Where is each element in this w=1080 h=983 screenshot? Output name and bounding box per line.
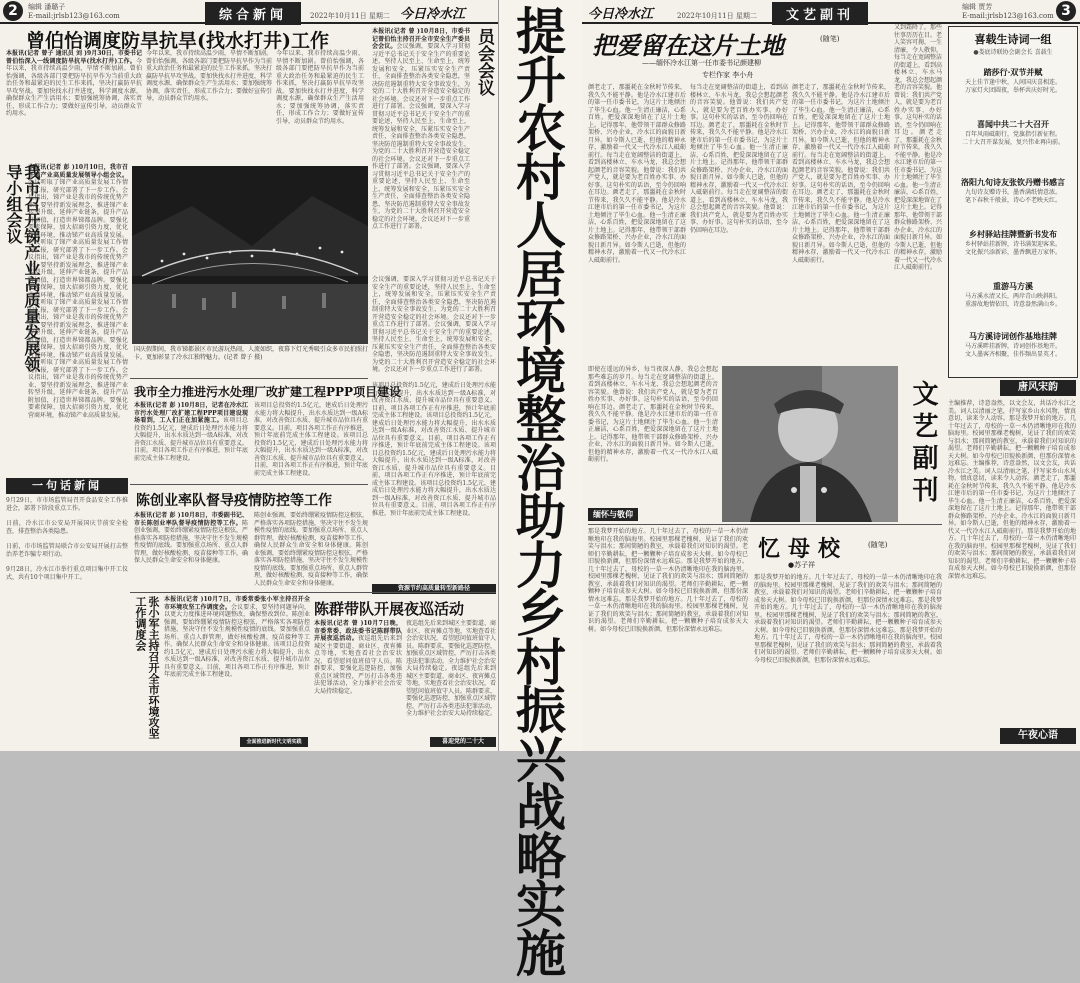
feature-text4: 每当走在宽阔整洁的街道上，看到高楼林立、车水马龙，我总会想起颜老的音容笑貌。他曾说：我们共产党人，就是要为老百姓办实事、办好事。这句朴实的话语，至今仍回响在耳边。 [690, 84, 788, 129]
a1-body [6, 50, 142, 160]
a4-text-cont: 该项目总投资约1.5亿元，建成后日处理污水能力将大幅提升，出水水质达到一级A标准，对改善资江水质、提升城市品位具有重要意义。目前，项目各项工作正有序推进，预计年底前完成主体工程建设。 [254, 402, 369, 439]
a6-text: 夜巡组先后来到城区主要街道、商业区、夜宵摊点等地，实地查看社会治安状况，看望慰问值班值守人员。陈群要求，要强化巡逻防控，加强重点区域管控，严厉打击各类违法犯罪活动，全力维护社会治安大局持续稳定。 [314, 635, 402, 695]
right-col-text-4: 颜老走了，那噩耗在金秋时节传来，我久久不能平静。他是冷水江建市后的第一任市委书记，为这片土地倾注了毕生心血。他一生清正廉洁，心系百姓，把爱深深地留在了这片土地上。记得那年，他带领干部群众修路架桥、兴办企业，冷水江的面貌日新月异。如今斯人已逝，但他的精神永存，激励着一代又一代冷水江人砥砺前行。 [948, 475, 1076, 535]
a3-text: 会议强调，要深入学习贯彻习近平总书记关于安全生产的重要论述，坚持人民至上、生命至上，统筹发展和安全，压紧压实安全生产责任，全面排查整治各类安全隐患，坚决防范遏制重特大安全事故发生，为党的二十大胜利召开营造安全稳定的社会环境。会议还对下一步重点工作进行了部署。 [372, 43, 470, 110]
left-masthead: 今日冷水江 [400, 7, 466, 22]
a4-body [134, 402, 248, 482]
a3-text-r2: 会议强调，要深入学习贯彻习近平总书记关于安全生产的重要论述，坚持人民至上、生命至上，统筹发展和安全，压紧压实安全生产责任，全面排查整治各类安全隐患，坚决防范遏制重特大安全事故发生，为党的二十大胜利召开营造安全稳定的社会环境。会议还对下一步重点工作进行了部署。 [372, 163, 470, 230]
tag-band: 喜迎党的二十大 [430, 737, 496, 747]
poems-author: ●娄底诗联协会副会长 喜载生 [973, 49, 1053, 56]
brief-news-label: 一句话新闻 [6, 478, 128, 494]
essay-text2b: 那是我梦开始的地方。几十年过去了，母校的一草一木仍清晰地印在我的脑海里。校园里那棵老槐树，见证了我们的欢笑与泪水；那间简陋的教室，承载着我们对知识的渴望。老师们辛勤耕耘，把一颗颗种子培育成参天大树。如今母校已旧貌换新颜，但那份深情永远难忘。 [754, 596, 942, 634]
tag-band: 全面推进新时代文明实践 [240, 737, 308, 747]
essay-text1b: 那是我梦开始的地方。几十年过去了，母校的一草一木仍清晰地印在我的脑海里。校园里那棵老槐树，见证了我们的欢笑与泪水；那间简陋的教室，承载着我们对知识的渴望。老师们辛勤耕耘，把一颗颗种子培育成参天大树。如今母校已旧貌换新颜，但那份深情永远难忘。 [588, 558, 748, 603]
sidebar-text2: 每当走在宽阔整洁的街道上，看到高楼林立、车水马龙，我总会想起颜老的音容笑貌。他曾说：我们共产党人，就是要为老百姓办实事、办好事。这句朴实的话语，至今仍回响在耳边。 [894, 54, 943, 136]
a4-body-col3 [372, 382, 496, 582]
feature-text7: 颜老走了，那噩耗在金秋时节传来，我久久不能平静。他是冷水江建市后的第一任市委书记，为这片土地倾注了毕生心血。他一生清正廉洁，心系百姓，把爱深深地留在了这片土地上。记得那年，他带领干部群众修路架桥、兴办企业，冷水江的面貌日新月异。如今斯人已逝，但他的精神永存，激励着一代又一代冷水江人砥砺前行。 [792, 84, 890, 159]
poem-line: 笔下春秋千般景，诗心不老映天红。 [964, 197, 1061, 204]
night-photo-caption: 国庆假期间，我市锑都景区市民游玩热闹，人流如织，夜幕下灯光秀吸引众多市民拍照打卡，更加彰显了冷水江独特魅力。(记者 曾子 摄) [134, 346, 369, 361]
sidebar-text: 又到霜降了，那些往事历历在目。老人笑容可掬，一生清廉，令人敬仰。 [894, 24, 943, 54]
left-page-header [0, 0, 498, 24]
right-col-text-2: 那是我梦开始的地方。几十年过去了，母校的一草一木仍清晰地印在我的脑海里。校园里那棵老槐树，见证了我们的欢笑与泪水；那间简陋的教室，承载着我们对知识的渴望。老师们辛勤耕耘，把一颗颗种子培育成参天大树。如今母校已旧貌换新颜，但那份深情永远难忘。 [948, 415, 1076, 467]
a3-byline: 本报讯(记者 曾 )10月8日，市委书记曾伯怡主持召开全市安全生产委员会会议。 [372, 28, 470, 50]
brief-item: 日前，冷水江市公安局开展国庆节前安全检查，排查整治各类隐患。 [6, 520, 128, 535]
a6-title: 陈群带队开展夜巡活动 [314, 600, 465, 618]
a1-text-cont2: 今年以来，我市持续高温少雨，旱情不断加剧。曾伯怡强调，各级各部门要把防旱抗旱作为当前重大政治任务和最紧迫的民生工作来抓，坚决打赢防旱抗旱攻坚战。要加快找水打井进度，科学调度水源，确保群众生产生活用水；要加强统筹协调，落实责任，形成工作合力；要做好宣传引导，动员群众节约用水。 [276, 50, 364, 125]
feature-text9: 颜老走了，那噩耗在金秋时节传来，我久久不能平静。他是冷水江建市后的第一任市委书记，为这片土地倾注了毕生心血。他一生清正廉洁，心系百姓，把爱深深地留在了这片土地上。记得那年，他带领干部群众修路架桥、兴办企业，冷水江的面貌日新月异。如今斯人已逝，但他的精神永存，激励着一代又一代冷水江人砥砺前行。 [792, 189, 890, 264]
right-editors: 编辑 贾芳 [962, 3, 993, 11]
a4-text-c6: 该项目总投资约1.5亿元，建成后日处理污水能力将大幅提升，出水水质达到一级A标准，对改善资江水质、提升城市品位具有重要意义。目前，项目各项工作正有序推进，预计年底前完成主体工程建设。 [372, 479, 496, 517]
left-col-text-3: 颜老走了，那噩耗在金秋时节传来，我久久不能平静。他是冷水江建市后的第一任市委书记，为这片土地倾注了毕生心血。他一生清正廉洁，心系百姓，把爱深深地留在了这片土地上。记得那年，他带领干部群众修路架桥、兴办企业，冷水江的面貌日新月异。如今斯人已逝，但他的精神永存，激励着一代又一代冷水江人砥砺前行。 [588, 403, 718, 463]
a1-body-col2 [146, 50, 272, 160]
feature-author: 专栏作家 李小舟 [702, 71, 754, 79]
feature-sidebar [894, 24, 942, 362]
feature-text6: 每当走在宽阔整洁的街道上，看到高楼林立、车水马龙，我总会想起颜老的音容笑貌。他曾说：我们共产党人，就是要为老百姓办实事、办好事。这句朴实的话语，至今仍回响在耳边。 [690, 189, 788, 234]
a5-text: 陈创业强调，要始终绷紧疫情防控这根弦，严格落实各项防控措施，坚决守住不发生规模性疫情的底线。要加强重点场所、重点人群管理，做好核酸检测、疫苗接种等工作，确保人民群众生命安全和身体健康。 [134, 519, 249, 564]
a4-text-c5: 该项目总投资约1.5亿元，建成后日处理污水能力将大幅提升，出水水质达到一级A标准，对改善资江水质、提升城市品位具有重要意义。目前，项目各项工作正有序推进，预计年底前完成主体工程建设。 [372, 442, 496, 487]
a5-byline: 本报讯(记者 彭 )10月8日，市委副书记、市长陈创业率队督导疫情防控等工作。 [134, 512, 248, 527]
a4-text-cont2: 该项目总投资约1.5亿元，建成后日处理污水能力将大幅提升，出水水质达到一级A标准，对改善资江水质、提升城市品位具有重要意义。目前，项目各项工作正有序推进，预计年底前完成主体工程建设。 [254, 432, 369, 477]
divider [130, 592, 496, 593]
feature-body-col2 [690, 84, 788, 362]
a7-byline: 本报讯(记者 )10月7日，市委常委张小军主持召开全市环境攻坚工作调度会。 [164, 596, 310, 611]
feature-body [588, 84, 686, 362]
a7-text-r2: 该项目总投资约1.5亿元，建成后日处理污水能力将大幅提升，出水水质达到一级A标准，对改善资江水质、提升城市品位具有重要意义。目前，项目各项工作正有序推进，预计年底前完成主体工程建设。 [164, 641, 310, 678]
divider [130, 484, 368, 485]
a6-text-cont: 夜巡组先后来到城区主要街道、商业区、夜宵摊点等地，实地查看社会治安状况，看望慰问值班值守人员。陈群要求，要强化巡逻防控，加强重点区域管控，严厉打击各类违法犯罪活动，全力维护社会治安大局持续稳定。 [406, 620, 497, 672]
a3-body-cont [372, 276, 496, 378]
feature-tag: (随笔) [820, 35, 840, 43]
photo-caption-label: 缅怀与敬仰 [588, 508, 638, 521]
a7-text: 会议要求，要坚持问题导向，以更大力度推进环境问题整改，确保整改到位。 [164, 603, 310, 618]
left-email: E-mail:jrlsb123@163.com [28, 12, 120, 20]
divider [130, 378, 368, 379]
essay-text1: 那是我梦开始的地方。几十年过去了，母校的一草一木仍清晰地印在我的脑海里。校园里那棵老槐树，见证了我们的欢笑与泪水；那间简陋的教室，承载着我们对知识的渴望。老师们辛勤耕耘，把一颗颗种子培育成参天大树。如今母校已旧貌换新颜，但那份深情永远难忘。 [588, 528, 748, 565]
poem-line: 马方溪水清又长，两岸青山映斜阳。 [964, 293, 1061, 300]
brief-item: 日前，市市场监管局联合市公安局开展打击整治养老诈骗专项行动。 [6, 543, 128, 558]
poem-title: 马方溪诗词创作基地挂牌 [969, 331, 1057, 341]
brief-item: 9月29日，市市场监管局召开食品安全工作推进会，部署下阶段重点工作。 [6, 497, 128, 512]
midnight-band: 午夜心语 [1000, 728, 1076, 744]
spine-headline: 提升农村人居环境整治助力乡村振兴战略实施 [516, 2, 566, 983]
a1-text-cont: 今年以来，我市持续高温少雨，旱情不断加剧。曾伯怡强调，各级各部门要把防旱抗旱作为当前重大政治任务和最紧迫的民生工作来抓，坚决打赢防旱抗旱攻坚战。要加快找水打井进度，科学调度水源，确保群众生产生活用水；要加强统筹协调，落实责任，形成工作合力；要做好宣传引导，动员群众节约用水。 [146, 50, 273, 102]
night-scene-photo [132, 166, 368, 344]
right-email: E-mail:jrlsb123@163.com [962, 12, 1054, 20]
elderly-man-illustration [722, 366, 898, 522]
a2-text-r3: 会议听取了锑产业高质量发展工作情况汇报，研究部署了下一步工作。会议指出，锑产业是我市的传统优势产业，要坚持新发展理念，推进锑产业转型升级，延伸产业链条，提升产品附加值，打造世界锑都品牌。要强化要素保障，加大招商引资力度，优化营商环境，推动锑产业高质量发展。 [28, 359, 128, 419]
a6-text-cont2: 夜巡组先后来到城区主要街道、商业区、夜宵摊点等地，实地查看社会治安状况，看望慰问值班值守人员。陈群要求，要强化巡逻防控，加强重点区域管控，严厉打击各类违法犯罪活动，全力维护社会治安大局持续稳定。 [406, 665, 497, 717]
a4-text-c4: 该项目总投资约1.5亿元，建成后日处理污水能力将大幅提升，出水水质达到一级A标准，对改善资江水质、提升城市品位具有重要意义。目前，项目各项工作正有序推进，预计年底前完成主体工程建设。 [372, 412, 496, 449]
a5-body-col2 [254, 512, 369, 587]
poem-line: 天上佳节逢中秋，人间国庆喜相连。 [964, 79, 1061, 86]
right-col-text-3: 主编推荐，诗意盎然，以文会友，共话冷水江之美。词人以清丽之笔，抒写家乡山水风物，情真意切，读来令人动容。 [948, 460, 1076, 482]
a4-text: 该项目总投资约1.5亿元，建成后日处理污水能力将大幅提升，出水水质达到一级A标准，对改善资江水质、提升城市品位具有重要意义。目前，项目各项工作正有序推进，预计年底前完成主体工程建设。 [134, 417, 249, 462]
a1-title: 曾伯怡调度防旱抗旱(找水打井)工作 [26, 30, 329, 52]
left-page-number: 2 [3, 1, 23, 21]
tag-band: 资源节约高质量转型新路径 [372, 584, 496, 594]
right-date: 2022年10月11日 星期二 [677, 12, 757, 20]
feature-subtitle: ——缅怀冷水江第一任市委书记颜建柳 [642, 59, 761, 67]
a6-byline: 本报讯(记者 曾 )10月7日晚，市委常委、政法委书记陈群带队开展夜巡活动。 [314, 620, 402, 642]
essay-col2 [754, 574, 942, 746]
essay-text2: 那是我梦开始的地方。几十年过去了，母校的一草一木仍清晰地印在我的脑海里。校园里那棵老槐树，见证了我们的欢笑与泪水；那间简陋的教室，承载着我们对知识的渴望。老师们辛勤耕耘，把一颗颗种子培育成参天大树。如今母校已旧貌换新颜，但那份深情永远难忘。 [754, 574, 942, 604]
a2-text: 会议听取了锑产业高质量发展工作情况汇报，研究部署了下一步工作。会议指出，锑产业是我市的传统优势产业，要坚持新发展理念，推进锑产业转型升级，延伸产业链条，提升产品附加值，打造世界锑都品牌。要强化要素保障，加大招商引资力度，优化营商环境，推动锑产业高质量发展。 [28, 179, 128, 239]
divider [588, 524, 942, 525]
poem-title: 喜闻中共二十大召开 [977, 119, 1049, 129]
poem-line: 文化振兴添新彩，墨香飘进万家怀。 [964, 249, 1061, 256]
poem-title: 踏莎行·双节并赋 [983, 67, 1043, 77]
a2-text-r: 会议听取了锑产业高质量发展工作情况汇报，研究部署了下一步工作。会议指出，锑产业是我市的传统优势产业，要坚持新发展理念，推进锑产业转型升级，延伸产业链条，提升产品附加值，打造世界锑都品牌。要强化要素保障，加大招商引资力度，优化营商环境，推动锑产业高质量发展。 [28, 239, 128, 299]
a3-title: 员会会议 [474, 28, 494, 96]
a3-text-c: 会议强调，要深入学习贯彻习近平总书记关于安全生产的重要论述，坚持人民至上、生命至上，统筹发展和安全，压紧压实安全生产责任，全面排查整治各类安全隐患，坚决防范遏制重特大安全事故发生，为党的二十大胜利召开营造安全稳定的社会环境。会议还对下一步重点工作进行了部署。 [372, 276, 496, 328]
a3-text-r: 会议强调，要深入学习贯彻习近平总书记关于安全生产的重要论述，坚持人民至上、生命至上，统筹发展和安全，压紧压实安全生产责任，全面排查整治各类安全隐患，坚决防范遏制重特大安全事故发生，为党的二十大胜利召开营造安全稳定的社会环境。会议还对下一步重点工作进行了部署。 [372, 103, 470, 170]
night-scene-illustration [132, 166, 368, 344]
poems-box [948, 26, 1078, 378]
poem-line: 马方溪畔挂新牌，诗词创作基地开。 [964, 343, 1061, 350]
a6-body [314, 620, 402, 732]
a1-byline: 本报讯(记者 曾子 通讯员 刘 )9月30日，市委书记曾伯怡深入一线调度防旱抗旱(找水打井)工作。 [6, 50, 142, 65]
a7-text-r: 陈创业强调，要始终绷紧疫情防控这根弦，严格落实各项防控措施，坚决守住不发生规模性疫情的底线。要加强重点场所、重点人群管理，做好核酸检测、疫苗接种等工作，确保人民群众生命安全和身体健康。 [164, 611, 310, 648]
poem-title: 洛阳九旬诗友张钦丹赠书感言 [961, 177, 1065, 187]
left-page [0, 0, 498, 751]
right-col-text-1: 主编推荐，诗意盎然，以文会友，共话冷水江之美。词人以清丽之笔，抒写家乡山水风物，情真意切，读来令人动容。 [948, 400, 1076, 422]
essay-tag: (随笔) [868, 541, 888, 549]
a1-text: 今年以来，我市持续高温少雨，旱情不断加剧。曾伯怡强调，各级各部门要把防旱抗旱作为当前重大政治任务和最紧迫的民生工作来抓，坚决打赢防旱抗旱攻坚战。要加快找水打井进度，科学调度水源，确保群众生产生活用水；要加强统筹协调，落实责任，形成工作合力；要做好宣传引导，动员群众节约用水。 [6, 57, 142, 117]
essay-text1c: 那是我梦开始的地方。几十年过去了，母校的一草一木仍清晰地印在我的脑海里。校园里那棵老槐树，见证了我们的欢笑与泪水；那间简陋的教室，承载着我们对知识的渴望。老师们辛勤耕耘，把一颗颗种子培育成参天大树。如今母校已旧貌换新颜，但那份深情永远难忘。 [588, 595, 748, 633]
left-col-text-2: 每当走在宽阔整洁的街道上，看到高楼林立、车水马龙，我总会想起颜老的音容笑貌。他曾说：我们共产党人，就是要为老百姓办实事、办好事。这句朴实的话语，至今仍回响在耳边。 [588, 373, 718, 411]
a4-text-c3: 该项目总投资约1.5亿元，建成后日处理污水能力将大幅提升，出水水质达到一级A标准，对改善资江水质、提升城市品位具有重要意义。目前，项目各项工作正有序推进，预计年底前完成主体工程建设。 [372, 382, 496, 419]
left-col-text-1: 即使在遥远的异乡，每当夜深人静，我总会想起那些难忘的岁月。 [588, 366, 718, 381]
poem-line: 重游故地情依旧，诗意盎然满山乡。 [964, 301, 1061, 308]
a4-byline: 本报讯(记者 彭 )10月8日，记者在冷水江市污水处理厂改扩建工程PPP项目建设现场看到，工人们正在加紧施工。 [134, 402, 248, 424]
poem-band: 唐风宋韵 [1000, 380, 1076, 396]
a2-title: 我市召开锑产业高质量发展领导小组会议 [4, 164, 41, 372]
a2-body [28, 164, 128, 444]
right-masthead: 今日冷水江 [588, 7, 654, 22]
brief-item: 9月28日，冷水江市举行重点项目集中开工仪式，共有10个项目集中开工。 [6, 566, 128, 581]
right-section-label: 文艺副刊 [772, 2, 868, 25]
a5-body [134, 512, 248, 582]
feature-text3: 颜老走了，那噩耗在金秋时节传来，我久久不能平静。他是冷水江建市后的第一任市委书记，为这片土地倾注了毕生心血。他一生清正廉洁，心系百姓，把爱深深地留在了这片土地上。记得那年，他带领干部群众修路架桥、兴办企业，冷水江的面貌日新月异。如今斯人已逝，但他的精神永存，激励着一代又一代冷水江人砥砺前行。 [588, 189, 686, 264]
a5-title: 陈创业率队督导疫情防控等工作 [136, 493, 332, 509]
essay-text2c: 那是我梦开始的地方。几十年过去了，母校的一草一木仍清晰地印在我的脑海里。校园里那棵老槐树，见证了我们的欢笑与泪水；那间简陋的教室，承载着我们对知识的渴望。老师们辛勤耕耘，把一颗颗种子培育成参天大树。如今母校已旧貌换新颜，但那份深情永远难忘。 [754, 626, 942, 664]
center-spine [498, 0, 584, 983]
art-supplement-calligraphy: 文艺副刊 [908, 380, 938, 508]
poem-line: 文人墨客齐相聚，佳作频出显英才。 [964, 351, 1061, 358]
a7-body [164, 596, 310, 748]
a4-title: 我市全力推进污水处理厂改扩建工程PPP项目建设 [134, 385, 402, 399]
sidebar-text3: 颜老走了，那噩耗在金秋时节传来，我久久不能平静。他是冷水江建市后的第一任市委书记，为这片土地倾注了毕生心血。他一生清正廉洁，心系百姓，把爱深深地留在了这片土地上。记得那年，他带领干部群众修路架桥、兴办企业，冷水江的面貌日新月异。如今斯人已逝，但他的精神永存，激励着一代又一代冷水江人砥砺前行。 [894, 129, 943, 271]
feature-text8: 每当走在宽阔整洁的街道上，看到高楼林立、车水马龙，我总会想起颜老的音容笑貌。他曾说：我们共产党人，就是要为老百姓办实事、办好事。这句朴实的话语，至今仍回响在耳边。 [792, 151, 890, 196]
right-column-text [948, 400, 1076, 720]
a6-body-col2 [406, 620, 496, 732]
poem-line: 二十大召开谋发展，复兴伟业再向前。 [961, 139, 1064, 146]
right-page-number: 3 [1056, 1, 1076, 21]
right-col-text-5: 那是我梦开始的地方。几十年过去了，母校的一草一木仍清晰地印在我的脑海里。校园里那棵老槐树，见证了我们的欢笑与泪水；那间简陋的教室，承载着我们对知识的渴望。老师们辛勤耕耘，把一颗颗种子培育成参天大树。如今母校已旧貌换新颜，但那份深情永远难忘。 [948, 527, 1076, 580]
left-col-text [588, 366, 718, 522]
right-page [582, 0, 1080, 751]
poem-line: 乡村驿站挂新牌，诗书满架迎客来。 [964, 241, 1061, 248]
a3-text-c2: 会议强调，要深入学习贯彻习近平总书记关于安全生产的重要论述，坚持人民至上、生命至上，统筹发展和安全，压紧压实安全生产责任，全面排查整治各类安全隐患，坚决防范遏制重特大安全事故发生，为党的二十大胜利召开营造安全稳定的社会环境。会议还对下一步重点工作进行了部署。 [372, 321, 496, 373]
left-editors: 编辑 潘璐子 [28, 3, 66, 11]
a7-title: 张小军主持召开全市环境攻坚工作调度会 [134, 596, 160, 739]
essay-author: ●苏子祥 [788, 561, 816, 569]
feature-text: 颜老走了，那噩耗在金秋时节传来，我久久不能平静。他是冷水江建市后的第一任市委书记，为这片土地倾注了毕生心血。他一生清正廉洁，心系百姓，把爱深深地留在了这片土地上。记得那年，他带领干部群众修路架桥、兴办企业，冷水江的面貌日新月异。如今斯人已逝，但他的精神永存，激励着一代又一代冷水江人砥砺前行。 [588, 84, 686, 159]
a3-body [372, 28, 470, 273]
essay-col1 [588, 528, 748, 746]
feature-text5: 颜老走了，那噩耗在金秋时节传来，我久久不能平静。他是冷水江建市后的第一任市委书记，为这片土地倾注了毕生心血。他一生清正廉洁，心系百姓，把爱深深地留在了这片土地上。记得那年，他带领干部群众修路架桥、兴办企业，冷水江的面貌日新月异。如今斯人已逝，但他的精神永存，激励着一代又一代冷水江人砥砺前行。 [690, 121, 788, 196]
poem-line: 万家灯火团圆夜，举杯共庆好时光。 [964, 87, 1061, 94]
a1-body-col3 [276, 50, 364, 160]
a2-text-r2: 会议听取了锑产业高质量发展工作情况汇报，研究部署了下一步工作。会议指出，锑产业是我市的传统优势产业，要坚持新发展理念，推进锑产业转型升级，延伸产业链条，提升产品附加值，打造世界锑都品牌。要强化要素保障，加大招商引资力度，优化营商环境，推动锑产业高质量发展。 [28, 299, 128, 359]
right-page-header [582, 0, 1080, 24]
feature-text2: 每当走在宽阔整洁的街道上，看到高楼林立、车水马龙，我总会想起颜老的音容笑貌。他曾说：我们共产党人，就是要为老百姓办实事、办好事。这句朴实的话语，至今仍回响在耳边。 [588, 151, 686, 196]
left-date: 2022年10月11日 星期二 [310, 12, 390, 20]
a2-byline: 本报讯(记者 彭 )10月10日，我市召开锑产业高质量发展领导小组会议。 [28, 164, 128, 179]
feature-title: 把爱留在这片土地 [592, 31, 784, 60]
poem-line: 百年风雨砥砺行，党旗指引新征程。 [964, 131, 1061, 138]
a5-text-cont: 陈创业强调，要始终绷紧疫情防控这根弦，严格落实各项防控措施，坚决守住不发生规模性疫情的底线。要加强重点场所、重点人群管理，做好核酸检测、疫苗接种等工作，确保人民群众生命安全和身体健康。 [254, 512, 369, 549]
poem-line: 九旬诗友赠诗书，墨香满纸情意浓。 [964, 189, 1061, 196]
a4-body-col2 [254, 402, 368, 482]
brief-news-list [6, 497, 128, 747]
poem-title: 重游马方溪 [993, 281, 1033, 291]
portrait-photo [722, 366, 898, 522]
poems-heading: 喜载生诗词一组 [974, 33, 1052, 46]
poem-title: 乡村驿站挂牌暨新书发布 [969, 229, 1057, 239]
a5-text-cont2: 陈创业强调，要始终绷紧疫情防控这根弦，严格落实各项防控措施，坚决守住不发生规模性疫情的底线。要加强重点场所、重点人群管理，做好核酸检测、疫苗接种等工作，确保人民群众生命安全和身体健康。 [254, 542, 369, 587]
essay-title: 忆母校 [758, 536, 849, 562]
feature-body-col3 [792, 84, 890, 362]
left-section-label: 综合新闻 [205, 2, 301, 25]
